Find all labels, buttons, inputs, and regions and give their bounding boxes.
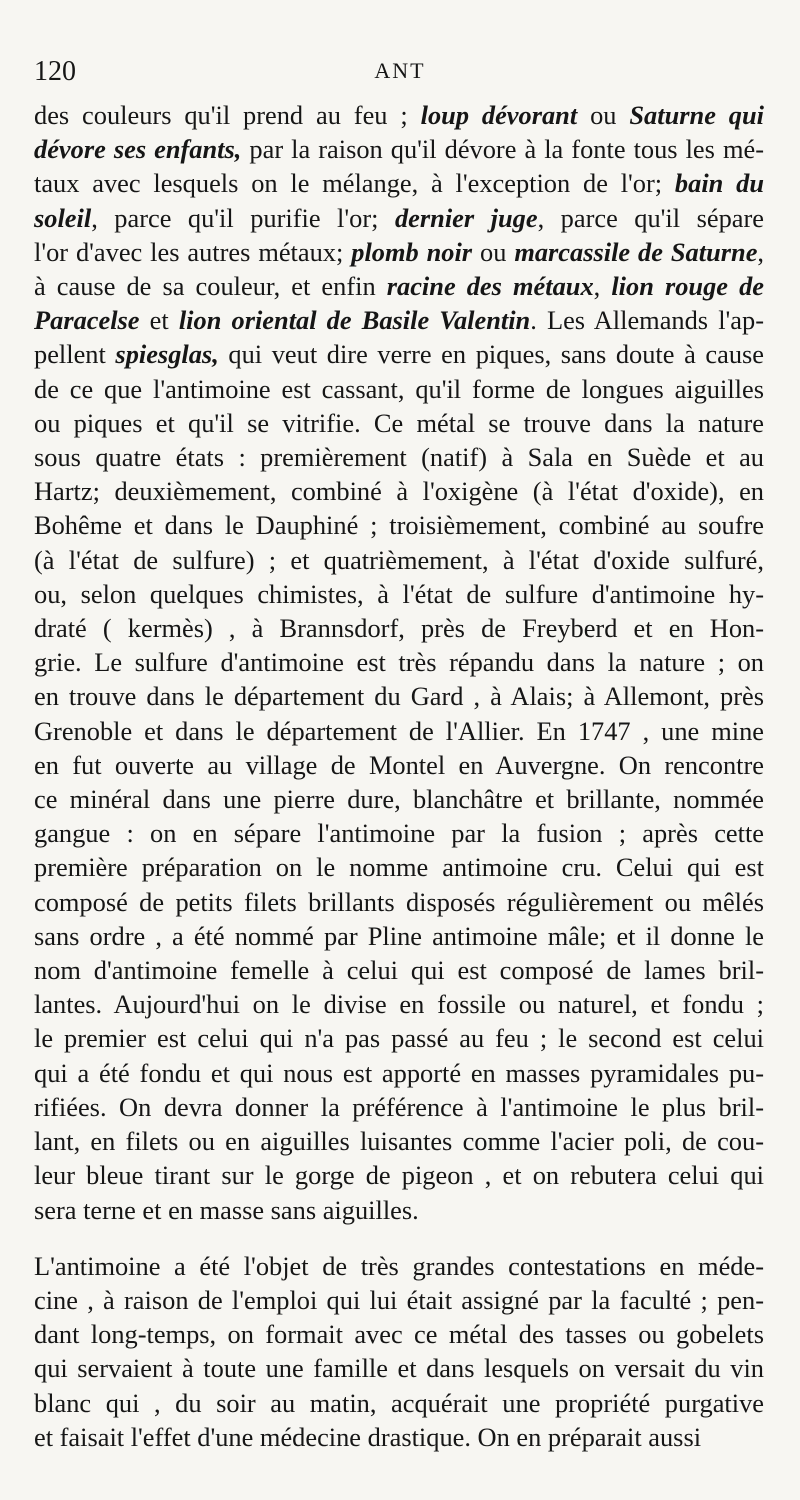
text-run: sans ordre , a été nommé par Pline antimoine mâle; et il donne le	[34, 920, 764, 951]
text-run: Hartz; deuxièmement, combiné à l'oxigène (à l'état d'oxide), en	[34, 476, 764, 507]
text-run: gangue : on en sépare l'antimoine par la fusion ; après cette	[34, 818, 764, 849]
italic-term: Paracelse	[34, 305, 140, 336]
text-run: lantes. Aujourd'hui on le divise en fossile ou naturel, et fondu ;	[34, 989, 764, 1020]
text-run: Bohême et dans le Dauphiné ; troisièmement, combiné au soufre	[34, 510, 764, 541]
text-line	[34, 508, 764, 542]
text-line	[34, 577, 764, 611]
text-run: ce minéral dans une pierre dure, blanchâtre et brillante, nommée	[34, 784, 764, 815]
text-line	[34, 269, 764, 303]
text-run: rifiées. On devra donner la préférence à l'antimoine le plus bril-	[34, 1091, 764, 1122]
italic-term: Saturne qui	[629, 100, 764, 130]
italic-term: dernier juge	[394, 202, 538, 233]
text-run: des couleurs qu'il prend au feu ;	[34, 100, 421, 130]
text-line	[34, 406, 764, 440]
text-line	[34, 474, 764, 508]
text-line	[34, 919, 764, 953]
text-run: de ce que l'antimoine est cassant, qu'il forme de longues aiguilles	[34, 373, 764, 404]
page-header	[34, 56, 766, 96]
text-run: à cause de sa couleur, et enfin	[34, 271, 387, 302]
running-head: ANT	[374, 58, 426, 83]
text-run: nom d'antimoine femelle à celui qui est composé de lames bril-	[34, 955, 764, 986]
text-run: l'or d'avec les autres métaux;	[34, 236, 352, 267]
text-run: ,	[757, 236, 765, 267]
text-line	[34, 1249, 764, 1283]
text-run: en fut ouverte au village de Montel en Auvergne. On rencontre	[34, 749, 764, 780]
text-run: ou	[472, 236, 515, 267]
text-run: qui a été fondu et qui nous est apporté en masses pyramidales pu-	[34, 1057, 764, 1088]
text-line	[34, 987, 764, 1021]
text-line	[34, 885, 764, 919]
italic-term: dévore ses enfants,	[34, 134, 242, 165]
text-run: ou	[577, 100, 630, 130]
text-run: Grenoble et dans le département de l'Allier. En 1747 , une mine	[34, 715, 764, 746]
text-line	[34, 1317, 764, 1351]
text-run: pellent	[34, 339, 116, 370]
text-run: ou, selon quelques chimistes, à l'état de sulfure d'antimoine hy-	[34, 578, 764, 609]
text-line	[34, 1283, 764, 1317]
text-run: et faisait l'effet d'une médecine drastique. On en préparait aussi	[34, 1421, 702, 1452]
text-line	[34, 132, 764, 166]
text-line	[34, 440, 764, 474]
text-line	[34, 816, 764, 850]
paragraph-1	[34, 98, 764, 1227]
text-line	[34, 953, 764, 987]
text-run: L'antimoine a été l'objet de très grandes contestations en méde-	[34, 1250, 764, 1281]
text-run: ,	[593, 271, 612, 302]
page-number: 120	[34, 56, 76, 87]
text-line	[34, 1351, 764, 1385]
text-run: sera terne et en masse sans aiguilles.	[34, 1194, 419, 1225]
text-line	[34, 372, 764, 406]
text-run: , parce qu'il purifie l'or;	[91, 202, 395, 233]
text-run: lant, en filets ou en aiguilles luisantes comme l'acier poli, de cou-	[34, 1126, 764, 1157]
text-line	[34, 850, 764, 884]
text-run: blanc qui , du soir au matin, acquérait une propriété purgative	[34, 1387, 764, 1418]
text-run: par la raison qu'il dévore à la fonte tous les mé-	[241, 134, 764, 165]
text-run: en trouve dans le département du Gard , à Alais; à Allemont, près	[34, 681, 764, 712]
text-run: cine , à raison de l'emploi qui lui était assigné par la faculté ; pen-	[34, 1284, 764, 1315]
text-run: leur bleue tirant sur le gorge de pigeon , et on rebutera celui qui	[34, 1160, 764, 1191]
text-run: ou piques et qu'il se vitrifie. Ce métal se trouve dans la nature	[34, 407, 764, 438]
text-run: et	[139, 305, 179, 336]
text-run: draté ( kermès) , à Brannsdorf, près de Freyberd et en Hon-	[34, 613, 764, 644]
text-run: (à l'état de sulfure) ; et quatrièmement, à l'état d'oxide sulfuré,	[34, 544, 764, 575]
text-line	[34, 166, 764, 200]
text-line	[34, 714, 764, 748]
text-run: dant long-temps, on formait avec ce métal des tasses ou gobelets	[34, 1319, 764, 1350]
text-line	[34, 201, 764, 235]
text-line	[34, 543, 764, 577]
italic-term: marcassile de Saturne	[514, 236, 758, 267]
text-line	[34, 235, 764, 269]
text-line	[34, 611, 764, 645]
text-run: le premier est celui qui n'a pas passé au feu ; le second est celui	[34, 1023, 764, 1054]
text-line	[34, 337, 764, 371]
italic-term: racine des métaux	[386, 271, 594, 302]
text-line	[34, 1193, 764, 1227]
text-line	[34, 679, 764, 713]
text-run: qui veut dire verre en piques, sans doute à cause	[218, 339, 764, 370]
text-line	[34, 1021, 764, 1055]
text-line	[34, 1056, 764, 1090]
italic-term: loup dévorant	[420, 100, 578, 130]
text-run: grie. Le sulfure d'antimoine est très répandu dans la nature ; on	[34, 647, 764, 678]
italic-term: lion oriental de Basile Valentin	[178, 305, 531, 336]
italic-term: lion rouge de	[611, 271, 764, 302]
body-text	[34, 98, 764, 1454]
text-line	[34, 303, 764, 337]
text-line	[34, 1158, 764, 1192]
text-run: sous quatre états : premièrement (natif) à Sala en Suède et au	[34, 442, 764, 473]
text-line	[34, 1090, 764, 1124]
text-run: , parce qu'il sépare	[537, 202, 764, 233]
text-line	[34, 98, 764, 132]
text-line	[34, 1420, 764, 1454]
text-run: composé de petits filets brillants disposés régulièrement ou mêlés	[34, 886, 764, 917]
text-line	[34, 782, 764, 816]
text-line	[34, 645, 764, 679]
text-line	[34, 748, 764, 782]
text-line	[34, 1386, 764, 1420]
text-run: première préparation on le nomme antimoine cru. Celui qui est	[34, 852, 764, 883]
italic-term: plomb noir	[351, 236, 473, 267]
text-line	[34, 1124, 764, 1158]
paragraph-2	[34, 1249, 764, 1454]
text-run: . Les Allemands l'ap-	[530, 305, 764, 336]
text-run: taux avec lesquels on le mélange, à l'exception de l'or;	[34, 168, 675, 199]
text-run: qui servaient à toute une famille et dans lesquels on versait du vin	[34, 1353, 764, 1384]
italic-term: spiesglas,	[115, 339, 219, 370]
italic-term: soleil	[34, 202, 92, 233]
italic-term: bain du	[674, 168, 764, 199]
